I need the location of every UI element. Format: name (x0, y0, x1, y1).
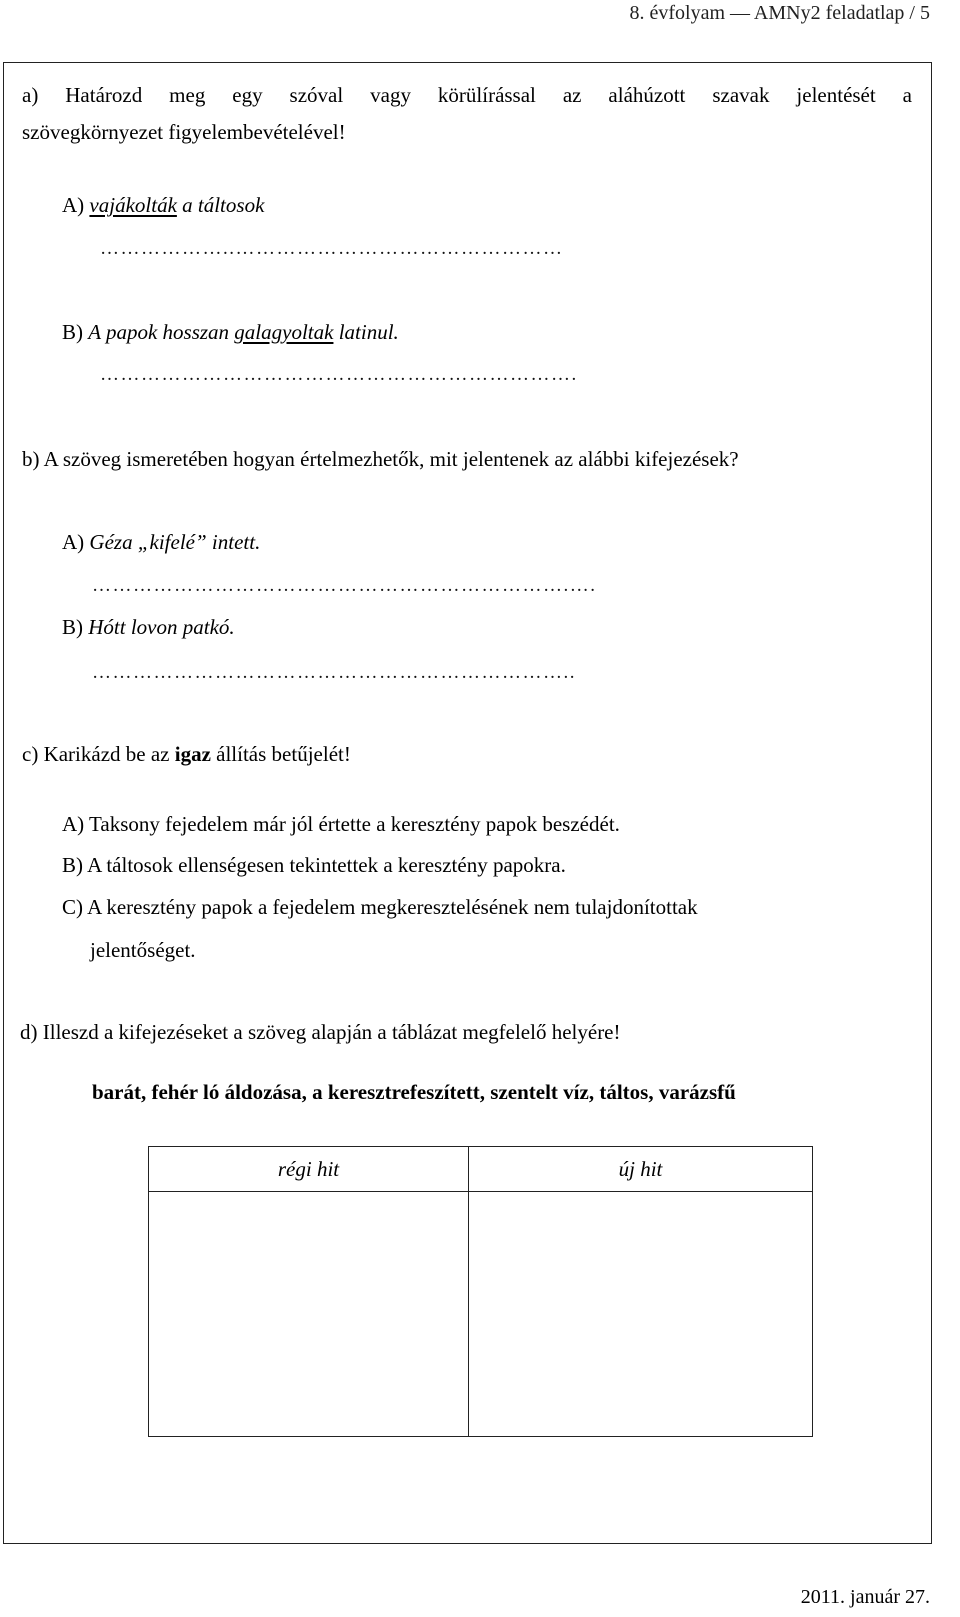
item-text: a táltosok (176, 193, 265, 217)
answer-line-b-b[interactable]: …………………………………………………………….. (92, 662, 576, 683)
item-label: B) (62, 320, 89, 344)
task-a-question-line2: szövegkörnyezet figyelembevételével! (22, 120, 346, 144)
answer-line-a-b[interactable]: ……………………………………………………………. (100, 364, 578, 385)
item-text: A papok hosszan (88, 320, 235, 344)
item-label: B) (62, 615, 89, 639)
task-c-option-c[interactable]: C) A keresztény papok a fejedelem megkeresztelésének nem tulajdonítottak (62, 895, 698, 919)
task-c-text: c) Karikázd be az (22, 742, 175, 766)
task-c-text: állítás betűjelét! (210, 742, 351, 766)
task-c-option-b[interactable]: B) A táltosok ellenségesen tekintettek a keresztény papokra. (62, 853, 566, 877)
page-footer-date: 2011. január 27. (800, 1586, 930, 1608)
task-a-question-line1: a) Határozd meg egy szóval vagy körülírással az aláhúzott szavak jelentését a (22, 83, 912, 107)
task-b-question: b) A szöveg ismeretében hogyan értelmezhetők, mit jelentenek az alábbi kifejezések? (22, 447, 739, 471)
answer-line-b-a[interactable]: …………………………………………………………….…. (92, 575, 597, 596)
answer-cell-regi-hit[interactable] (149, 1192, 469, 1437)
answer-line-a-a[interactable]: ………………..………………………………………… (100, 238, 564, 259)
answer-table (148, 1146, 813, 1437)
item-text: Géza „kifelé” intett. (89, 530, 261, 554)
page-header: 8. évfolyam — AMNy2 feladatlap / 5 (629, 2, 930, 24)
item-label: A) (62, 530, 90, 554)
item-text: Hótt lovon patkó. (88, 615, 235, 639)
item-label: A) (62, 193, 90, 217)
underlined-word: galagyoltak (234, 320, 334, 344)
task-b-item-a (62, 530, 260, 555)
item-text: latinul. (333, 320, 399, 344)
col-header-uj-hit: új hit (469, 1147, 813, 1192)
task-c-option-c-continuation: jelentőséget. (90, 938, 196, 962)
col-header-regi-hit: régi hit (149, 1147, 469, 1192)
task-a-item-b (62, 320, 399, 345)
task-c-option-a[interactable]: A) Taksony fejedelem már jól értette a keresztény papok beszédét. (62, 812, 620, 836)
task-b-item-b (62, 615, 235, 640)
task-c-question (22, 742, 351, 767)
underlined-word: vajákolták (89, 193, 177, 217)
answer-cell-uj-hit[interactable] (469, 1192, 813, 1437)
task-d-question: d) Illeszd a kifejezéseket a szöveg alapján a táblázat megfelelő helyére! (20, 1020, 621, 1044)
task-c-bold-word: igaz (174, 742, 211, 766)
task-a-item-a (62, 193, 264, 218)
task-d-word-list: barát, fehér ló áldozása, a keresztrefeszített, szentelt víz, táltos, varázsfű (92, 1080, 736, 1104)
